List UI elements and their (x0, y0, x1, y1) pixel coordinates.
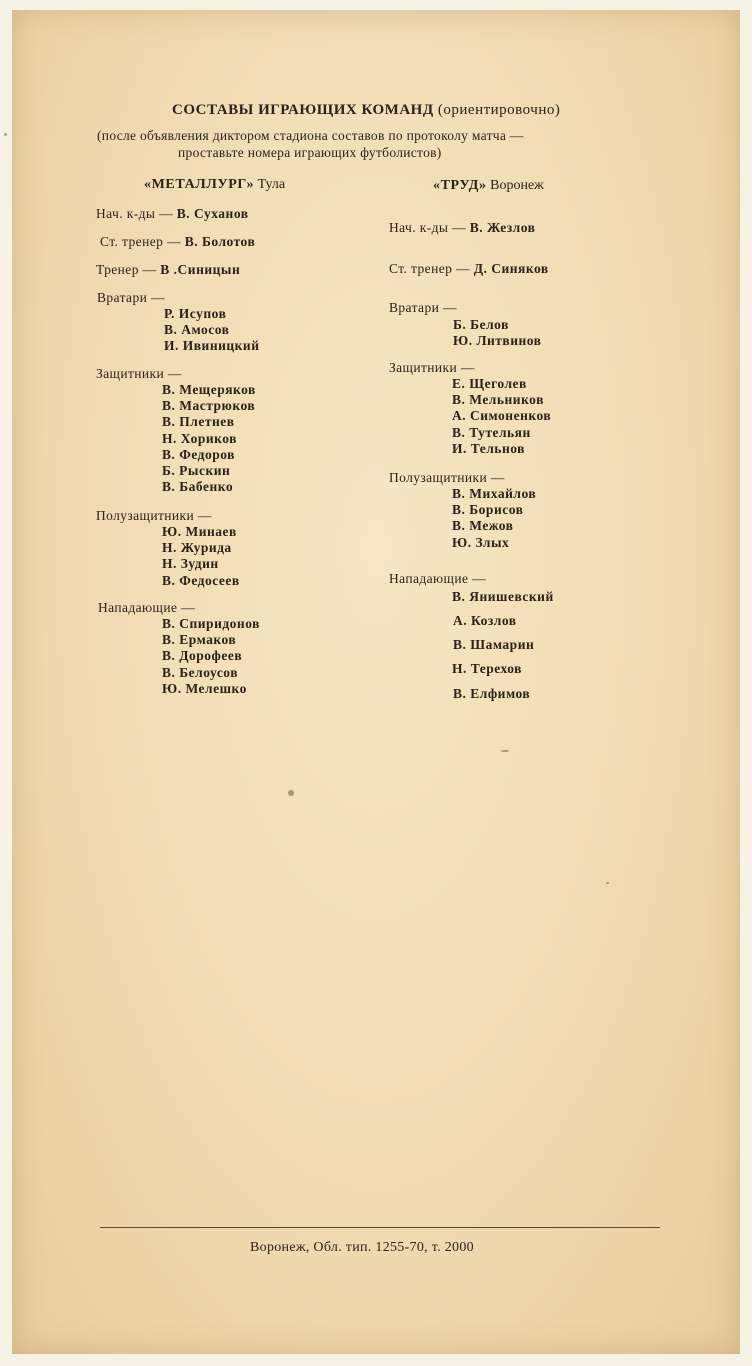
player-name: В. Амосов (164, 322, 230, 338)
left-coach-row (96, 262, 240, 278)
paper-speck (606, 882, 609, 884)
player-name: В. Мельников (452, 392, 544, 408)
player-name: В. Межов (452, 518, 514, 534)
player-name: В. Тутельян (452, 424, 531, 440)
right-team-header (433, 178, 544, 194)
left-team-city: Тула (257, 177, 286, 192)
left-chief-name: В. Суханов (176, 206, 249, 221)
right-midfielders-list (452, 486, 536, 551)
lineups-title: СОСТАВЫ ИГРАЮЩИХ КОМАНД (ориентировочно) (172, 102, 561, 118)
right-defenders-label: Защитники — (389, 360, 475, 375)
right-forward-2: А. Козлов (453, 613, 517, 628)
player-name: В. Борисов (452, 502, 524, 518)
player-name: В. Спиридонов (162, 616, 260, 631)
left-goalkeepers-list (164, 306, 260, 355)
footer-divider (100, 1227, 660, 1228)
player-name: В. Мещеряков (162, 382, 256, 397)
player-name: Н. Журида (162, 540, 232, 556)
paper-speck (288, 790, 294, 796)
player-name: И. Ивиницкий (164, 338, 260, 354)
left-goalkeepers-label: Вратари — (97, 290, 165, 305)
left-forwards-list (162, 616, 260, 697)
right-forward-1: В. Янишевский (452, 589, 554, 604)
player-name: Ю. Литвинов (453, 333, 542, 349)
right-defenders-list (452, 376, 551, 457)
player-name: В. Бабенко (162, 479, 234, 495)
right-forward-3: В. Шамарин (453, 637, 535, 652)
player-name: Ю. Минаев (162, 524, 237, 539)
right-team-name: «ТРУД» (433, 178, 487, 193)
right-senior-coach-label: Ст. тренер — (389, 261, 470, 276)
player-name: В. Федоров (162, 446, 235, 462)
player-name: Б. Рыскин (162, 463, 231, 479)
right-chief-name: В. Жезлов (469, 220, 536, 235)
title-note: (ориентировочно) (437, 102, 561, 118)
left-defenders-list (162, 382, 256, 495)
player-name: И. Тельнов (452, 440, 525, 456)
paper-speck (4, 133, 7, 136)
player-name: Н. Зудин (162, 556, 219, 572)
left-chief-label: Нач. к-ды — (96, 206, 174, 221)
right-chief-row (389, 220, 535, 236)
right-goalkeepers-list (453, 317, 541, 349)
left-chief-row (96, 206, 249, 222)
player-name: В. Ермаков (162, 632, 237, 648)
right-team-city: Воронеж (490, 178, 544, 193)
left-team-header (144, 177, 285, 193)
player-name: Ю. Мелешко (162, 680, 247, 696)
player-name: В. Мастрюков (162, 398, 256, 414)
printer-imprint: Воронеж, Обл. тип. 1255-70, т. 2000 (250, 1240, 474, 1255)
player-name: В. Дорофеев (162, 648, 243, 664)
right-forward-5: В. Елфимов (453, 686, 531, 701)
player-name: В. Михайлов (452, 486, 537, 501)
subtitle-line-2: проставьте номера играющих футболистов) (178, 145, 442, 160)
player-name: Е. Щеголев (452, 376, 527, 391)
left-midfielders-label: Полузащитники — (96, 508, 212, 523)
left-defenders-label: Защитники — (96, 366, 182, 381)
left-coach-label: Тренер — (96, 262, 157, 277)
left-senior-coach-name: В. Болотов (184, 234, 256, 249)
player-name: Н. Хориков (162, 430, 237, 446)
left-senior-coach-row (100, 234, 255, 250)
paper-speck (501, 750, 509, 752)
right-goalkeepers-label: Вратари — (389, 300, 457, 315)
player-name: Б. Белов (453, 317, 509, 332)
right-forward-4: Н. Терехов (452, 661, 522, 676)
left-team-name: «МЕТАЛЛУРГ» (144, 177, 255, 192)
right-senior-coach-row (389, 261, 549, 277)
left-senior-coach-label: Ст. тренер — (100, 234, 181, 249)
player-name: В. Федосеев (162, 572, 240, 588)
player-name: Ю. Злых (452, 534, 510, 550)
player-name: Р. Исупов (164, 306, 227, 321)
right-senior-coach-name: Д. Синяков (473, 261, 549, 276)
subtitle-line-1: (после объявления диктором стадиона составов по протоколу матча — (97, 128, 524, 143)
left-coach-name: В .Синицын (160, 262, 241, 277)
player-name: В. Плетнев (162, 414, 235, 430)
player-name: В. Белоусов (162, 664, 239, 680)
left-forwards-label: Нападающие — (98, 600, 196, 615)
player-name: А. Симоненков (452, 408, 552, 424)
left-midfielders-list (162, 524, 240, 589)
right-midfielders-label: Полузащитники — (389, 470, 505, 485)
right-chief-label: Нач. к-ды — (389, 220, 467, 235)
right-forwards-label: Нападающие — (389, 571, 487, 586)
